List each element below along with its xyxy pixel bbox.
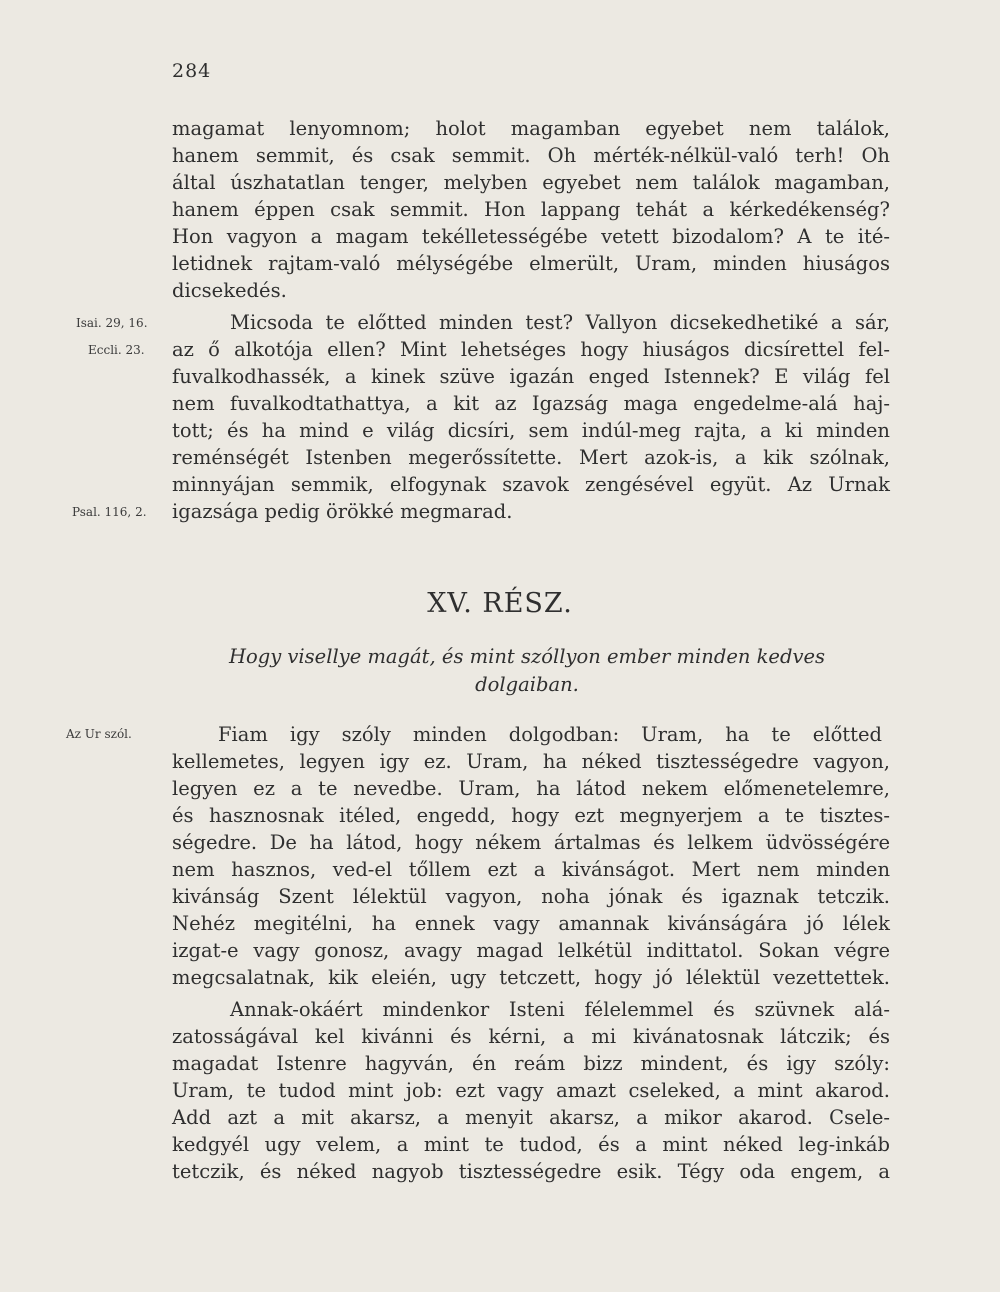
text-line: Nehéz megitélni, ha ennek vagy amannak kivánságára jó lélek [172, 912, 890, 935]
text-line: minnyájan semmik, elfogynak szavok zengésével együt. Az Urnak [172, 473, 890, 496]
text-line: tott; és ha mind e világ dicsíri, sem indúl-meg rajta, a ki minden [172, 419, 890, 442]
text-line: Add azt a mit akarsz, a menyit akarsz, a mikor akarod. Csele- [172, 1106, 890, 1129]
text-line: Annak-okáért mindenkor Isteni félelemmel és szüvnek alá- [230, 998, 890, 1021]
text-line: magadat Istenre hagyván, én reám bizz mindent, és igy szóly: [172, 1052, 890, 1075]
text-line: kivánság Szent lélektül vagyon, noha jónak és igaznak tetczik. [172, 885, 890, 908]
margin-note-psal: Psal. 116, 2. [72, 505, 147, 519]
margin-note-eccli: Eccli. 23. [88, 343, 145, 357]
text-line: zatosságával kel kivánni és kérni, a mi kivánatosnak látczik; és [172, 1025, 890, 1048]
text-line: reménségét Istenben megerőssítette. Mert azok-is, a kik szólnak, [172, 446, 890, 469]
text-line: kellemetes, legyen igy ez. Uram, ha néked tisztességedre vagyon, [172, 750, 890, 773]
text-line: nem hasznos, ved-el tőllem ezt a kivánságot. Mert nem minden [172, 858, 890, 881]
text-line: ségedre. De ha látod, hogy nékem ártalmas és lelkem üdvösségére [172, 831, 890, 854]
margin-note-ur-szol: Az Ur szól. [66, 727, 132, 741]
text-line: és hasznosnak itéled, engedd, hogy ezt megnyerjem a te tisztes- [172, 804, 890, 827]
text-line: hanem éppen csak semmit. Hon lappang tehát a kérkedékenség? [172, 198, 890, 221]
text-line: kedgyél ugy velem, a mint te tudod, és a mint néked leg-inkáb [172, 1133, 890, 1156]
text-line: fuvalkodhassék, a kinek szüve igazán enged Istennek? E világ fel [172, 365, 890, 388]
text-line: Fiam igy szóly minden dolgodban: Uram, ha te előtted [218, 723, 882, 746]
text-line: megcsalatnak, kik eleién, ugy tetczett, hogy jó lélektül vezettettek. [172, 966, 890, 989]
text-line: Hon vagyon a magam tekélletességébe vetett bizodalom? A te ité- [172, 225, 890, 248]
text-line: által úszhatatlan tenger, melyben egyebet nem találok magamban, [172, 171, 890, 194]
text-line: Uram, te tudod mint job: ezt vagy amazt cseleked, a mint akarod. [172, 1079, 890, 1102]
text-line: izgat-e vagy gonosz, avagy magad lelkétül indittatol. Sokan végre [172, 939, 890, 962]
text-line: hanem semmit, és csak semmit. Oh mérték-nélkül-való terh! Oh [172, 144, 890, 167]
text-line: igazsága pedig örökké megmarad. [172, 500, 513, 523]
subtitle-line: dolgaiban. [475, 673, 579, 696]
text-line: tetczik, és néked nagyob tisztességedre esik. Tégy oda engem, a [172, 1160, 890, 1183]
text-line: legyen ez a te nevedbe. Uram, ha látod nekem előmenetelemre, [172, 777, 890, 800]
chapter-heading: XV. RÉSZ. [427, 588, 573, 619]
text-line: magamat lenyomnom; holot magamban egyebet nem találok, [172, 117, 890, 140]
text-line: letidnek rajtam-való mélységébe elmerült, Uram, minden hiuságos [172, 252, 890, 275]
text-line: Micsoda te előtted minden test? Vallyon dicsekedhetiké a sár, [230, 311, 890, 334]
subtitle-line: Hogy visellye magát, és mint szóllyon ember minden kedves [228, 645, 826, 668]
margin-note-isai: Isai. 29, 16. [76, 316, 148, 330]
text-line: az ő alkotója ellen? Mint lehetséges hogy hiuságos dicsírettel fel- [172, 338, 890, 361]
text-line: dicsekedés. [172, 279, 287, 302]
text-line: nem fuvalkodtathattya, a kit az Igazság maga engedelme-alá haj- [172, 392, 890, 415]
page-number: 284 [172, 60, 212, 82]
